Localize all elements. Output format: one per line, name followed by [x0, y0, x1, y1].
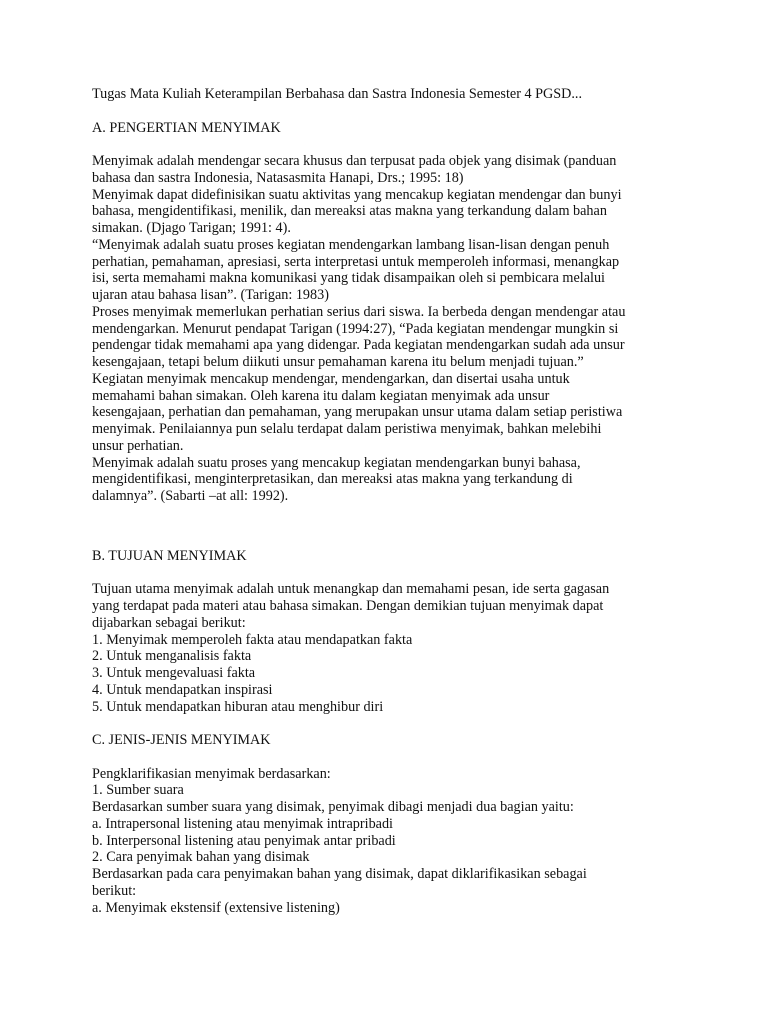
section-a-line: Menyimak dapat didefinisikan suatu aktivitas yang mencakup kegiatan mendengar dan bunyi	[92, 186, 622, 203]
section-a-line: ujaran atau bahasa lisan”. (Tarigan: 1983)	[92, 287, 329, 303]
section-a-line: Menyimak adalah suatu proses yang mencakup kegiatan mendengarkan bunyi bahasa,	[92, 454, 581, 471]
section-a-line: bahasa dan sastra Indonesia, Natasasmita Hanapi, Drs.; 1995: 18)	[92, 169, 464, 186]
section-a-line: simakan. (Djago Tarigan; 1991: 4).	[92, 220, 291, 236]
section-a-heading: A. PENGERTIAN MENYIMAK	[92, 119, 281, 136]
section-c-list-item: b. Interpersonal listening atau penyimak antar pribadi	[92, 832, 396, 849]
document-body	[92, 86, 692, 916]
section-a-line: kesengajaan, tetapi belum diikuti unsur pemahaman karena itu belum menjadi tujuan.”	[92, 354, 584, 370]
section-a-line: kesengajaan, perhatian dan pemahaman, yang merupakan unsur utama dalam setiap peristiwa	[92, 404, 623, 421]
section-b-list-item: 5. Untuk mendapatkan hiburan atau menghibur diri	[92, 698, 384, 715]
section-c-heading: C. JENIS-JENIS MENYIMAK	[92, 732, 271, 748]
section-c-list-item: 2. Cara penyimak bahan yang disimak	[92, 849, 310, 866]
section-b-line: Tujuan utama menyimak adalah untuk menangkap dan memahami pesan, ide serta gagasan	[92, 581, 610, 598]
section-b-line: dijabarkan sebagai berikut:	[92, 614, 246, 631]
section-c-list-item: a. Menyimak ekstensif (extensive listening)	[92, 899, 340, 916]
section-a-line: menyimak. Penilaiannya pun selalu terdapat dalam peristiwa menyimak, bahkan melebihi	[92, 421, 602, 437]
section-b-list-item: 4. Untuk mendapatkan inspirasi	[92, 681, 273, 698]
section-a-line: pendengar tidak memahami apa yang didengar. Pada kegiatan mendengarkan sudah ada unsur	[92, 337, 625, 354]
section-a-line: perhatian, pemahaman, apresiasi, serta interpretasi untuk memperoleh informasi, menangkap	[92, 253, 620, 270]
section-b-list-item: 3. Untuk mengevaluasi fakta	[92, 665, 256, 681]
document-title: Tugas Mata Kuliah Keterampilan Berbahasa dan Sastra Indonesia Semester 4 PGSD...	[92, 86, 583, 102]
section-c-line: Berdasarkan sumber suara yang disimak, penyimak dibagi menjadi dua bagian yaitu:	[92, 799, 574, 815]
section-a-line: Kegiatan menyimak mencakup mendengar, mendengarkan, dan disertai usaha untuk	[92, 370, 570, 387]
section-c-list-item: a. Intrapersonal listening atau menyimak intrapribadi	[92, 815, 393, 832]
section-b-list-item: 2. Untuk menganalisis fakta	[92, 648, 252, 665]
section-c-line: Berdasarkan pada cara penyimakan bahan yang disimak, dapat diklarifikasikan sebagai	[92, 866, 587, 882]
section-c-line: berikut:	[92, 882, 137, 899]
section-a-line: Proses menyimak memerlukan perhatian serius dari siswa. Ia berbeda dengan mendengar atau	[92, 303, 626, 320]
section-a-line: memahami bahan simakan. Oleh karena itu dalam kegiatan menyimak ada unsur	[92, 387, 550, 404]
section-c-list-item: 1. Sumber suara	[92, 782, 184, 799]
section-a-line: bahasa, mengidentifikasi, menilik, dan mereaksi atas makna yang terkandung dalam bahan	[92, 203, 607, 220]
section-a-line: mengidentifikasi, menginterpretasikan, dan mereaksi atas makna yang terkandung di	[92, 471, 573, 488]
section-b-list-item: 1. Menyimak memperoleh fakta atau mendapatkan fakta	[92, 631, 413, 648]
section-b-line: yang terdapat pada materi atau bahasa simakan. Dengan demikian tujuan menyimak dapat	[92, 598, 604, 614]
section-a-line: unsur perhatian.	[92, 437, 184, 454]
section-a-line: “Menyimak adalah suatu proses kegiatan mendengarkan lambang lisan-lisan dengan penuh	[92, 236, 610, 253]
section-c-line: Pengklarifikasian menyimak berdasarkan:	[92, 765, 331, 782]
section-a-line: mendengarkan. Menurut pendapat Tarigan (1994:27), “Pada kegiatan mendengar mungkin si	[92, 320, 619, 337]
section-a-line: isi, serta memahami makna komunikasi yang tidak disampaikan oleh si pembicara melalui	[92, 270, 605, 287]
section-b-heading: B. TUJUAN MENYIMAK	[92, 547, 247, 564]
section-a-line: Menyimak adalah mendengar secara khusus dan terpusat pada objek yang disimak (panduan	[92, 153, 617, 169]
section-a-line: dalamnya”. (Sabarti –at all: 1992).	[92, 488, 289, 504]
